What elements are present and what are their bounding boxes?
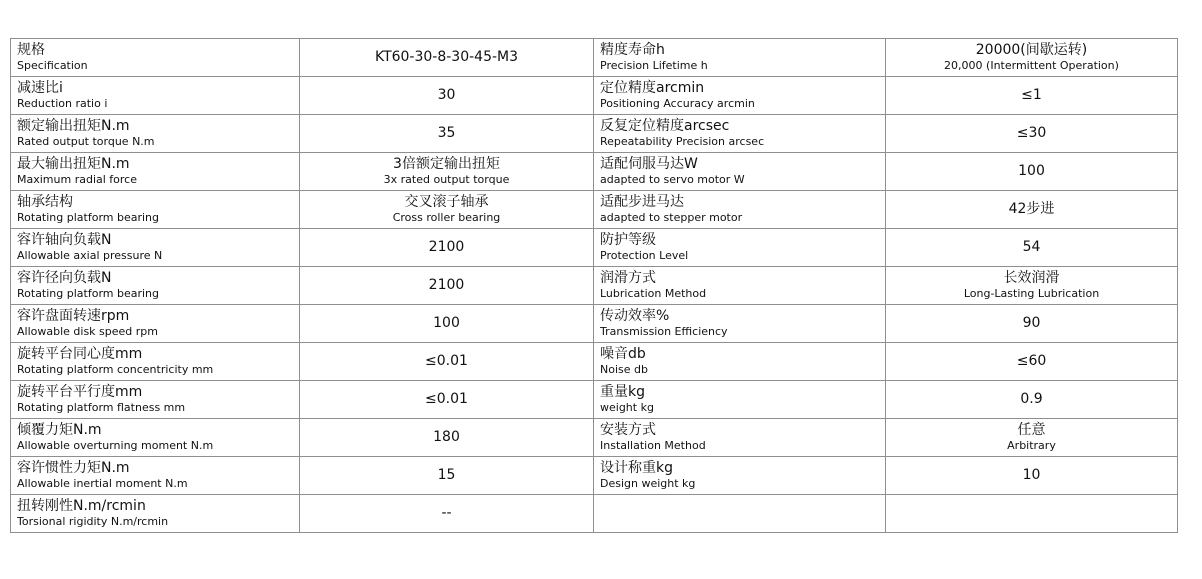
spec-key-cell — [11, 343, 300, 381]
spec-key-cell — [11, 305, 300, 343]
spec-value-cell — [886, 153, 1178, 191]
spec-value-en: 20,000 (Intermittent Operation) — [944, 59, 1119, 72]
spec-name-cn: 传动效率% — [600, 308, 670, 324]
spec-value-cell — [886, 191, 1178, 229]
spec-name-cn: 容许惯性力矩N.m — [17, 460, 130, 476]
spec-value: KT60-30-8-30-45-M3 — [374, 49, 519, 65]
spec-name-en: Rotating platform flatness mm — [17, 401, 186, 414]
spec-name-en: adapted to servo motor W — [600, 173, 745, 186]
spec-name-en: Transmission Efficiency — [600, 325, 728, 338]
table-row — [11, 77, 1178, 115]
spec-value-cell — [300, 381, 594, 419]
table-row — [11, 191, 1178, 229]
spec-name-cn: 防护等级 — [600, 232, 656, 248]
spec-value-en: 3x rated output torque — [383, 173, 510, 186]
spec-name-en: Lubrication Method — [600, 287, 707, 300]
spec-value: 30 — [437, 87, 456, 103]
table-row — [11, 229, 1178, 267]
spec-key-cell — [11, 77, 300, 115]
spec-value-cell — [886, 381, 1178, 419]
spec-value-cell — [886, 39, 1178, 77]
spec-value-cell — [300, 495, 594, 533]
spec-value: 任意 — [1017, 422, 1046, 438]
table-row — [11, 39, 1178, 77]
spec-key-cell — [594, 419, 886, 457]
spec-name-en: Installation Method — [600, 439, 706, 452]
spec-name-en: Rotating platform concentricity mm — [17, 363, 214, 376]
spec-key-cell — [594, 457, 886, 495]
spec-key-cell — [594, 153, 886, 191]
spec-value: ≤0.01 — [425, 391, 468, 407]
spec-key-cell — [594, 77, 886, 115]
spec-name-cn: 安装方式 — [600, 422, 656, 438]
spec-value: 100 — [433, 315, 460, 331]
table-row — [11, 495, 1178, 533]
spec-value: 42步进 — [1008, 201, 1055, 217]
spec-name-en: Maximum radial force — [17, 173, 137, 186]
spec-value: 3倍额定输出扭矩 — [393, 156, 500, 172]
spec-key-cell — [11, 457, 300, 495]
spec-name-cn: 反复定位精度arcsec — [600, 118, 730, 134]
spec-name-en: Allowable inertial moment N.m — [17, 477, 188, 490]
spec-name-en: Rotating platform bearing — [17, 211, 160, 224]
spec-name-cn: 额定输出扭矩N.m — [17, 118, 130, 134]
spec-table — [10, 38, 1178, 533]
spec-name-en: Repeatability Precision arcsec — [600, 135, 765, 148]
empty-cell — [594, 495, 886, 533]
spec-value-en: Arbitrary — [1007, 439, 1056, 452]
spec-name-cn: 最大输出扭矩N.m — [17, 156, 130, 172]
empty-cell — [886, 495, 1178, 533]
spec-name-en: Allowable axial pressure N — [17, 249, 163, 262]
spec-value: 长效润滑 — [1003, 270, 1060, 286]
spec-name-cn: 规格 — [17, 42, 45, 58]
spec-name-cn: 容许盘面转速rpm — [17, 308, 130, 324]
spec-name-en: Torsional rigidity N.m/rcmin — [17, 515, 169, 528]
spec-name-cn: 适配步进马达 — [600, 194, 684, 210]
spec-name-en: Rotating platform bearing — [17, 287, 160, 300]
spec-value: 0.9 — [1020, 391, 1043, 407]
spec-key-cell — [594, 39, 886, 77]
table-row — [11, 419, 1178, 457]
spec-name-cn: 重量kg — [600, 384, 645, 400]
spec-key-cell — [11, 419, 300, 457]
spec-value: 100 — [1018, 163, 1045, 179]
spec-key-cell — [11, 39, 300, 77]
spec-value: 2100 — [428, 239, 465, 255]
spec-value-cell — [886, 229, 1178, 267]
spec-value-cell — [300, 39, 594, 77]
spec-key-cell — [11, 381, 300, 419]
spec-name-cn: 精度寿命h — [600, 42, 665, 58]
table-row — [11, 115, 1178, 153]
table-row — [11, 305, 1178, 343]
spec-key-cell — [11, 267, 300, 305]
spec-name-cn: 旋转平台平行度mm — [17, 384, 143, 400]
spec-value-cell — [886, 305, 1178, 343]
table-row — [11, 153, 1178, 191]
spec-value-cell — [886, 457, 1178, 495]
spec-key-cell — [594, 229, 886, 267]
table-row — [11, 457, 1178, 495]
spec-name-en: Reduction ratio i — [17, 97, 108, 110]
spec-key-cell — [594, 267, 886, 305]
spec-name-cn: 定位精度arcmin — [600, 80, 705, 96]
spec-name-cn: 扭转刚性N.m/rcmin — [17, 498, 146, 514]
spec-key-cell — [11, 191, 300, 229]
spec-value-cell — [300, 305, 594, 343]
table-row — [11, 343, 1178, 381]
spec-key-cell — [11, 229, 300, 267]
spec-key-cell — [11, 115, 300, 153]
spec-value: 180 — [433, 429, 460, 445]
spec-value: 15 — [437, 467, 456, 483]
spec-name-cn: 减速比i — [17, 80, 63, 96]
spec-value: 20000(间歇运转) — [975, 42, 1088, 58]
spec-value-cell — [300, 267, 594, 305]
spec-name-en: Allowable disk speed rpm — [17, 325, 158, 338]
spec-table-body — [11, 39, 1178, 533]
spec-key-cell — [11, 153, 300, 191]
spec-value-cell — [300, 419, 594, 457]
spec-key-cell — [594, 305, 886, 343]
spec-name-en: Precision Lifetime h — [600, 59, 708, 72]
spec-name-en: Noise db — [600, 363, 648, 376]
spec-name-cn: 设计称重kg — [600, 460, 673, 476]
spec-name-cn: 轴承结构 — [17, 194, 73, 210]
spec-name-cn: 容许轴向负载N — [17, 232, 112, 248]
spec-value: 54 — [1022, 239, 1041, 255]
spec-name-cn: 噪音db — [600, 346, 646, 362]
spec-name-cn: 旋转平台同心度mm — [17, 346, 143, 362]
spec-value-cell — [886, 77, 1178, 115]
spec-value-cell — [886, 115, 1178, 153]
spec-value-cell — [300, 457, 594, 495]
spec-name-en: Specification — [17, 59, 88, 72]
spec-value: ≤1 — [1021, 87, 1042, 103]
spec-name-en: weight kg — [600, 401, 654, 414]
spec-key-cell — [594, 191, 886, 229]
spec-value-cell — [300, 153, 594, 191]
spec-name-cn: 适配伺服马达W — [600, 156, 698, 172]
spec-value-cell — [300, 343, 594, 381]
spec-name-en: Protection Level — [600, 249, 689, 262]
spec-key-cell — [594, 343, 886, 381]
spec-value: 交叉滚子轴承 — [404, 194, 489, 210]
spec-value-cell — [886, 343, 1178, 381]
spec-value-cell — [300, 191, 594, 229]
spec-value: ≤60 — [1016, 353, 1047, 369]
table-row — [11, 267, 1178, 305]
spec-value-cell — [300, 229, 594, 267]
spec-key-cell — [11, 495, 300, 533]
spec-value-en: Long-Lasting Lubrication — [963, 287, 1100, 300]
spec-name-en: Allowable overturning moment N.m — [17, 439, 214, 452]
spec-value: 2100 — [428, 277, 465, 293]
table-row — [11, 381, 1178, 419]
spec-value: -- — [441, 505, 452, 521]
spec-value: 35 — [437, 125, 456, 141]
spec-name-cn: 容许径向负载N — [17, 270, 112, 286]
spec-name-cn: 倾覆力矩N.m — [17, 422, 102, 438]
spec-value-cell — [886, 419, 1178, 457]
spec-value-cell — [300, 77, 594, 115]
spec-value-cell — [886, 267, 1178, 305]
spec-name-en: adapted to stepper motor — [600, 211, 743, 224]
spec-value-en: Cross roller bearing — [392, 211, 501, 224]
spec-value: ≤0.01 — [425, 353, 468, 369]
spec-name-en: Design weight kg — [600, 477, 696, 490]
spec-value: 10 — [1022, 467, 1041, 483]
spec-name-en: Rated output torque N.m — [17, 135, 155, 148]
spec-key-cell — [594, 115, 886, 153]
spec-key-cell — [594, 381, 886, 419]
spec-value: 90 — [1022, 315, 1041, 331]
spec-name-cn: 润滑方式 — [600, 270, 656, 286]
spec-value: ≤30 — [1016, 125, 1047, 141]
spec-name-en: Positioning Accuracy arcmin — [600, 97, 755, 110]
spec-value-cell — [300, 115, 594, 153]
